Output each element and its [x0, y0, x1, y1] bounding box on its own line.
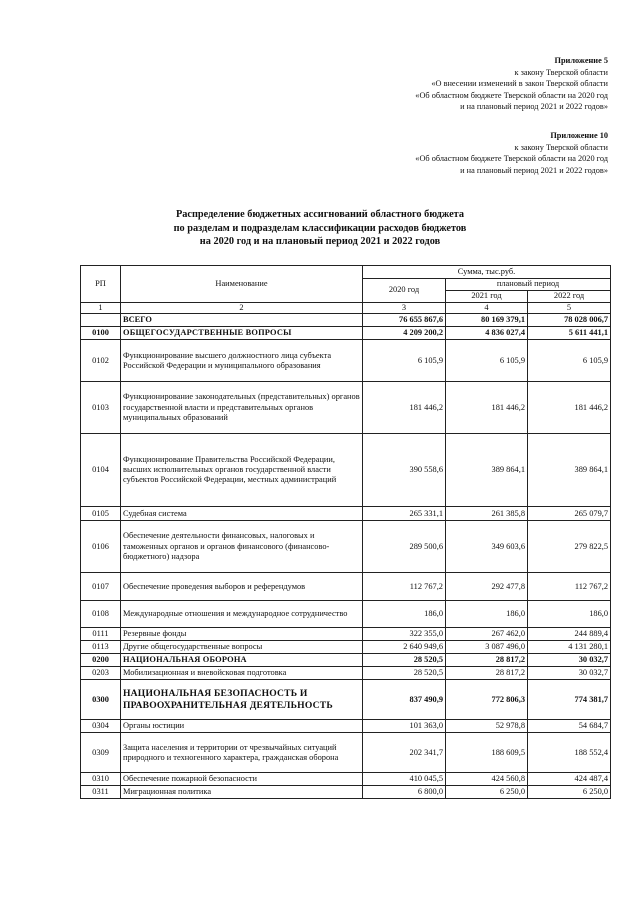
row-value-2022: 186,0 [528, 601, 611, 628]
row-name: Органы юстиции [121, 720, 363, 733]
row-code: 0300 [81, 680, 121, 720]
column-number: 3 [363, 303, 446, 314]
row-value-2020: 101 363,0 [363, 720, 446, 733]
row-value-2022: 265 079,7 [528, 507, 611, 521]
header-rp: РП [81, 266, 121, 303]
row-code: 0108 [81, 601, 121, 628]
row-value-2020: 186,0 [363, 601, 446, 628]
row-value-2022: 4 131 280,1 [528, 641, 611, 654]
row-code: 0103 [81, 382, 121, 434]
header-sum: Сумма, тыс.руб. [363, 266, 611, 279]
row-value-2022: 112 767,2 [528, 573, 611, 601]
row-code: 0113 [81, 641, 121, 654]
header-2020: 2020 год [363, 279, 446, 303]
annex-5-line: и на плановый период 2021 и 2022 годов» [460, 102, 608, 111]
table-row [81, 654, 611, 667]
row-name: Защита населения и территории от чрезвычайных ситуаций природного и техногенного характера, гражданская оборона [121, 733, 363, 773]
row-name: НАЦИОНАЛЬНАЯ БЕЗОПАСНОСТЬ И ПРАВООХРАНИТЕЛЬНАЯ ДЕЯТЕЛЬНОСТЬ [121, 680, 363, 720]
row-value-2020: 181 446,2 [363, 382, 446, 434]
budget-table [80, 265, 611, 799]
row-name: Резервные фонды [121, 628, 363, 641]
row-value-2020: 265 331,1 [363, 507, 446, 521]
row-value-2020: 322 355,0 [363, 628, 446, 641]
row-code: 0104 [81, 434, 121, 507]
row-code: 0311 [81, 786, 121, 799]
row-value-2021: 389 864,1 [446, 434, 528, 507]
annex-5-line: «Об областном бюджете Тверской области на 2020 год [415, 90, 608, 100]
row-code [81, 314, 121, 327]
table-row [81, 733, 611, 773]
row-value-2020: 6 105,9 [363, 340, 446, 382]
table-row [81, 628, 611, 641]
annex-5-block [415, 55, 608, 113]
row-value-2020: 28 520,5 [363, 654, 446, 667]
row-code: 0309 [81, 733, 121, 773]
row-code: 0105 [81, 507, 121, 521]
row-name: Миграционная политика [121, 786, 363, 799]
row-value-2022: 30 032,7 [528, 654, 611, 667]
column-number: 1 [81, 303, 121, 314]
annex-5-heading: Приложение 5 [554, 56, 608, 65]
table-row [81, 601, 611, 628]
table-row [81, 573, 611, 601]
row-value-2022: 5 611 441,1 [528, 327, 611, 340]
row-value-2020: 4 209 200,2 [363, 327, 446, 340]
row-value-2021: 267 462,0 [446, 628, 528, 641]
row-value-2022: 244 889,4 [528, 628, 611, 641]
row-value-2021: 6 250,0 [446, 786, 528, 799]
row-value-2021: 3 087 496,0 [446, 641, 528, 654]
row-value-2021: 188 609,5 [446, 733, 528, 773]
row-value-2021: 80 169 379,1 [446, 314, 528, 327]
row-value-2021: 28 817,2 [446, 654, 528, 667]
row-name: Судебная система [121, 507, 363, 521]
row-value-2021: 186,0 [446, 601, 528, 628]
row-value-2022: 6 250,0 [528, 786, 611, 799]
row-value-2020: 410 045,5 [363, 773, 446, 786]
row-value-2021: 4 836 027,4 [446, 327, 528, 340]
column-number: 2 [121, 303, 363, 314]
row-value-2021: 292 477,8 [446, 573, 528, 601]
row-value-2022: 389 864,1 [528, 434, 611, 507]
header-2021: 2021 год [446, 291, 528, 303]
row-name: Международные отношения и международное сотрудничество [121, 601, 363, 628]
table-row [81, 521, 611, 573]
row-value-2022: 6 105,9 [528, 340, 611, 382]
table-row [81, 680, 611, 720]
table-row [81, 507, 611, 521]
table-row [81, 720, 611, 733]
row-value-2020: 76 655 867,6 [363, 314, 446, 327]
annex-10-line: к закону Тверской области [514, 142, 608, 152]
row-name: Функционирование законодательных (представительных) органов государственной власти и представительных органов муниципальных образований [121, 382, 363, 434]
row-value-2021: 772 806,3 [446, 680, 528, 720]
header-2022: 2022 год [528, 291, 611, 303]
row-value-2022: 78 028 006,7 [528, 314, 611, 327]
row-name: НАЦИОНАЛЬНАЯ ОБОРОНА [121, 654, 363, 667]
table-row [81, 314, 611, 327]
row-value-2022: 188 552,4 [528, 733, 611, 773]
column-number: 4 [446, 303, 528, 314]
table-row [81, 667, 611, 680]
row-value-2020: 2 640 949,6 [363, 641, 446, 654]
row-value-2020: 6 800,0 [363, 786, 446, 799]
row-code: 0203 [81, 667, 121, 680]
row-value-2021: 261 385,8 [446, 507, 528, 521]
row-code: 0111 [81, 628, 121, 641]
row-value-2022: 774 381,7 [528, 680, 611, 720]
row-code: 0102 [81, 340, 121, 382]
title-line: на 2020 год и на плановый период 2021 и 2022 годов [199, 236, 441, 247]
row-name: Функционирование высшего должностного лица субъекта Российской Федерации и муниципального образования [121, 340, 363, 382]
table-row [81, 786, 611, 799]
row-code: 0107 [81, 573, 121, 601]
annex-10-line: и на плановый период 2021 и 2022 годов» [460, 165, 608, 175]
row-value-2022: 181 446,2 [528, 382, 611, 434]
table-row [81, 327, 611, 340]
column-number: 5 [528, 303, 611, 314]
row-value-2020: 28 520,5 [363, 667, 446, 680]
row-value-2021: 424 560,8 [446, 773, 528, 786]
annex-10-heading: Приложение 10 [550, 131, 608, 140]
row-name: ВСЕГО [121, 314, 363, 327]
table-row [81, 773, 611, 786]
annex-5-line: «О внесении изменений в закон Тверской области [431, 79, 608, 88]
header-name: Наименование [121, 266, 363, 303]
row-value-2022: 424 487,4 [528, 773, 611, 786]
row-code: 0100 [81, 327, 121, 340]
row-value-2022: 30 032,7 [528, 667, 611, 680]
table-row [81, 340, 611, 382]
annex-5-line: к закону Тверской области [514, 67, 608, 77]
row-name: Мобилизационная и вневойсковая подготовка [121, 667, 363, 680]
row-code: 0106 [81, 521, 121, 573]
row-value-2021: 181 446,2 [446, 382, 528, 434]
table-row [81, 641, 611, 654]
row-value-2020: 837 490,9 [363, 680, 446, 720]
table-row [81, 434, 611, 507]
row-value-2022: 54 684,7 [528, 720, 611, 733]
row-code: 0304 [81, 720, 121, 733]
row-value-2020: 112 767,2 [363, 573, 446, 601]
row-value-2020: 202 341,7 [363, 733, 446, 773]
row-value-2021: 349 603,6 [446, 521, 528, 573]
row-name: Обеспечение пожарной безопасности [121, 773, 363, 786]
row-value-2020: 390 558,6 [363, 434, 446, 507]
row-name: Другие общегосударственные вопросы [121, 641, 363, 654]
document-title [0, 208, 640, 249]
row-name: Обеспечение деятельности финансовых, налоговых и таможенных органов и органов финансового (финансово-бюджетного) надзора [121, 521, 363, 573]
row-value-2021: 52 978,8 [446, 720, 528, 733]
row-name: Функционирование Правительства Российской Федерации, высших исполнительных органов государственной власти субъектов Российской Федерации, местных администраций [121, 434, 363, 507]
header-planned: плановый период [446, 279, 611, 291]
row-value-2022: 279 822,5 [528, 521, 611, 573]
row-value-2021: 28 817,2 [446, 667, 528, 680]
row-value-2021: 6 105,9 [446, 340, 528, 382]
row-name: ОБЩЕГОСУДАРСТВЕННЫЕ ВОПРОСЫ [121, 327, 363, 340]
row-name: Обеспечение проведения выборов и референдумов [121, 573, 363, 601]
table-row [81, 382, 611, 434]
title-line: Распределение бюджетных ассигнований областного бюджета [175, 209, 465, 220]
row-value-2020: 289 500,6 [363, 521, 446, 573]
title-line: по разделам и подразделам классификации расходов бюджетов [173, 222, 467, 234]
row-code: 0200 [81, 654, 121, 667]
annex-10-block [415, 130, 608, 176]
annex-10-line: «Об областном бюджете Тверской области на 2020 год [415, 154, 608, 163]
row-code: 0310 [81, 773, 121, 786]
